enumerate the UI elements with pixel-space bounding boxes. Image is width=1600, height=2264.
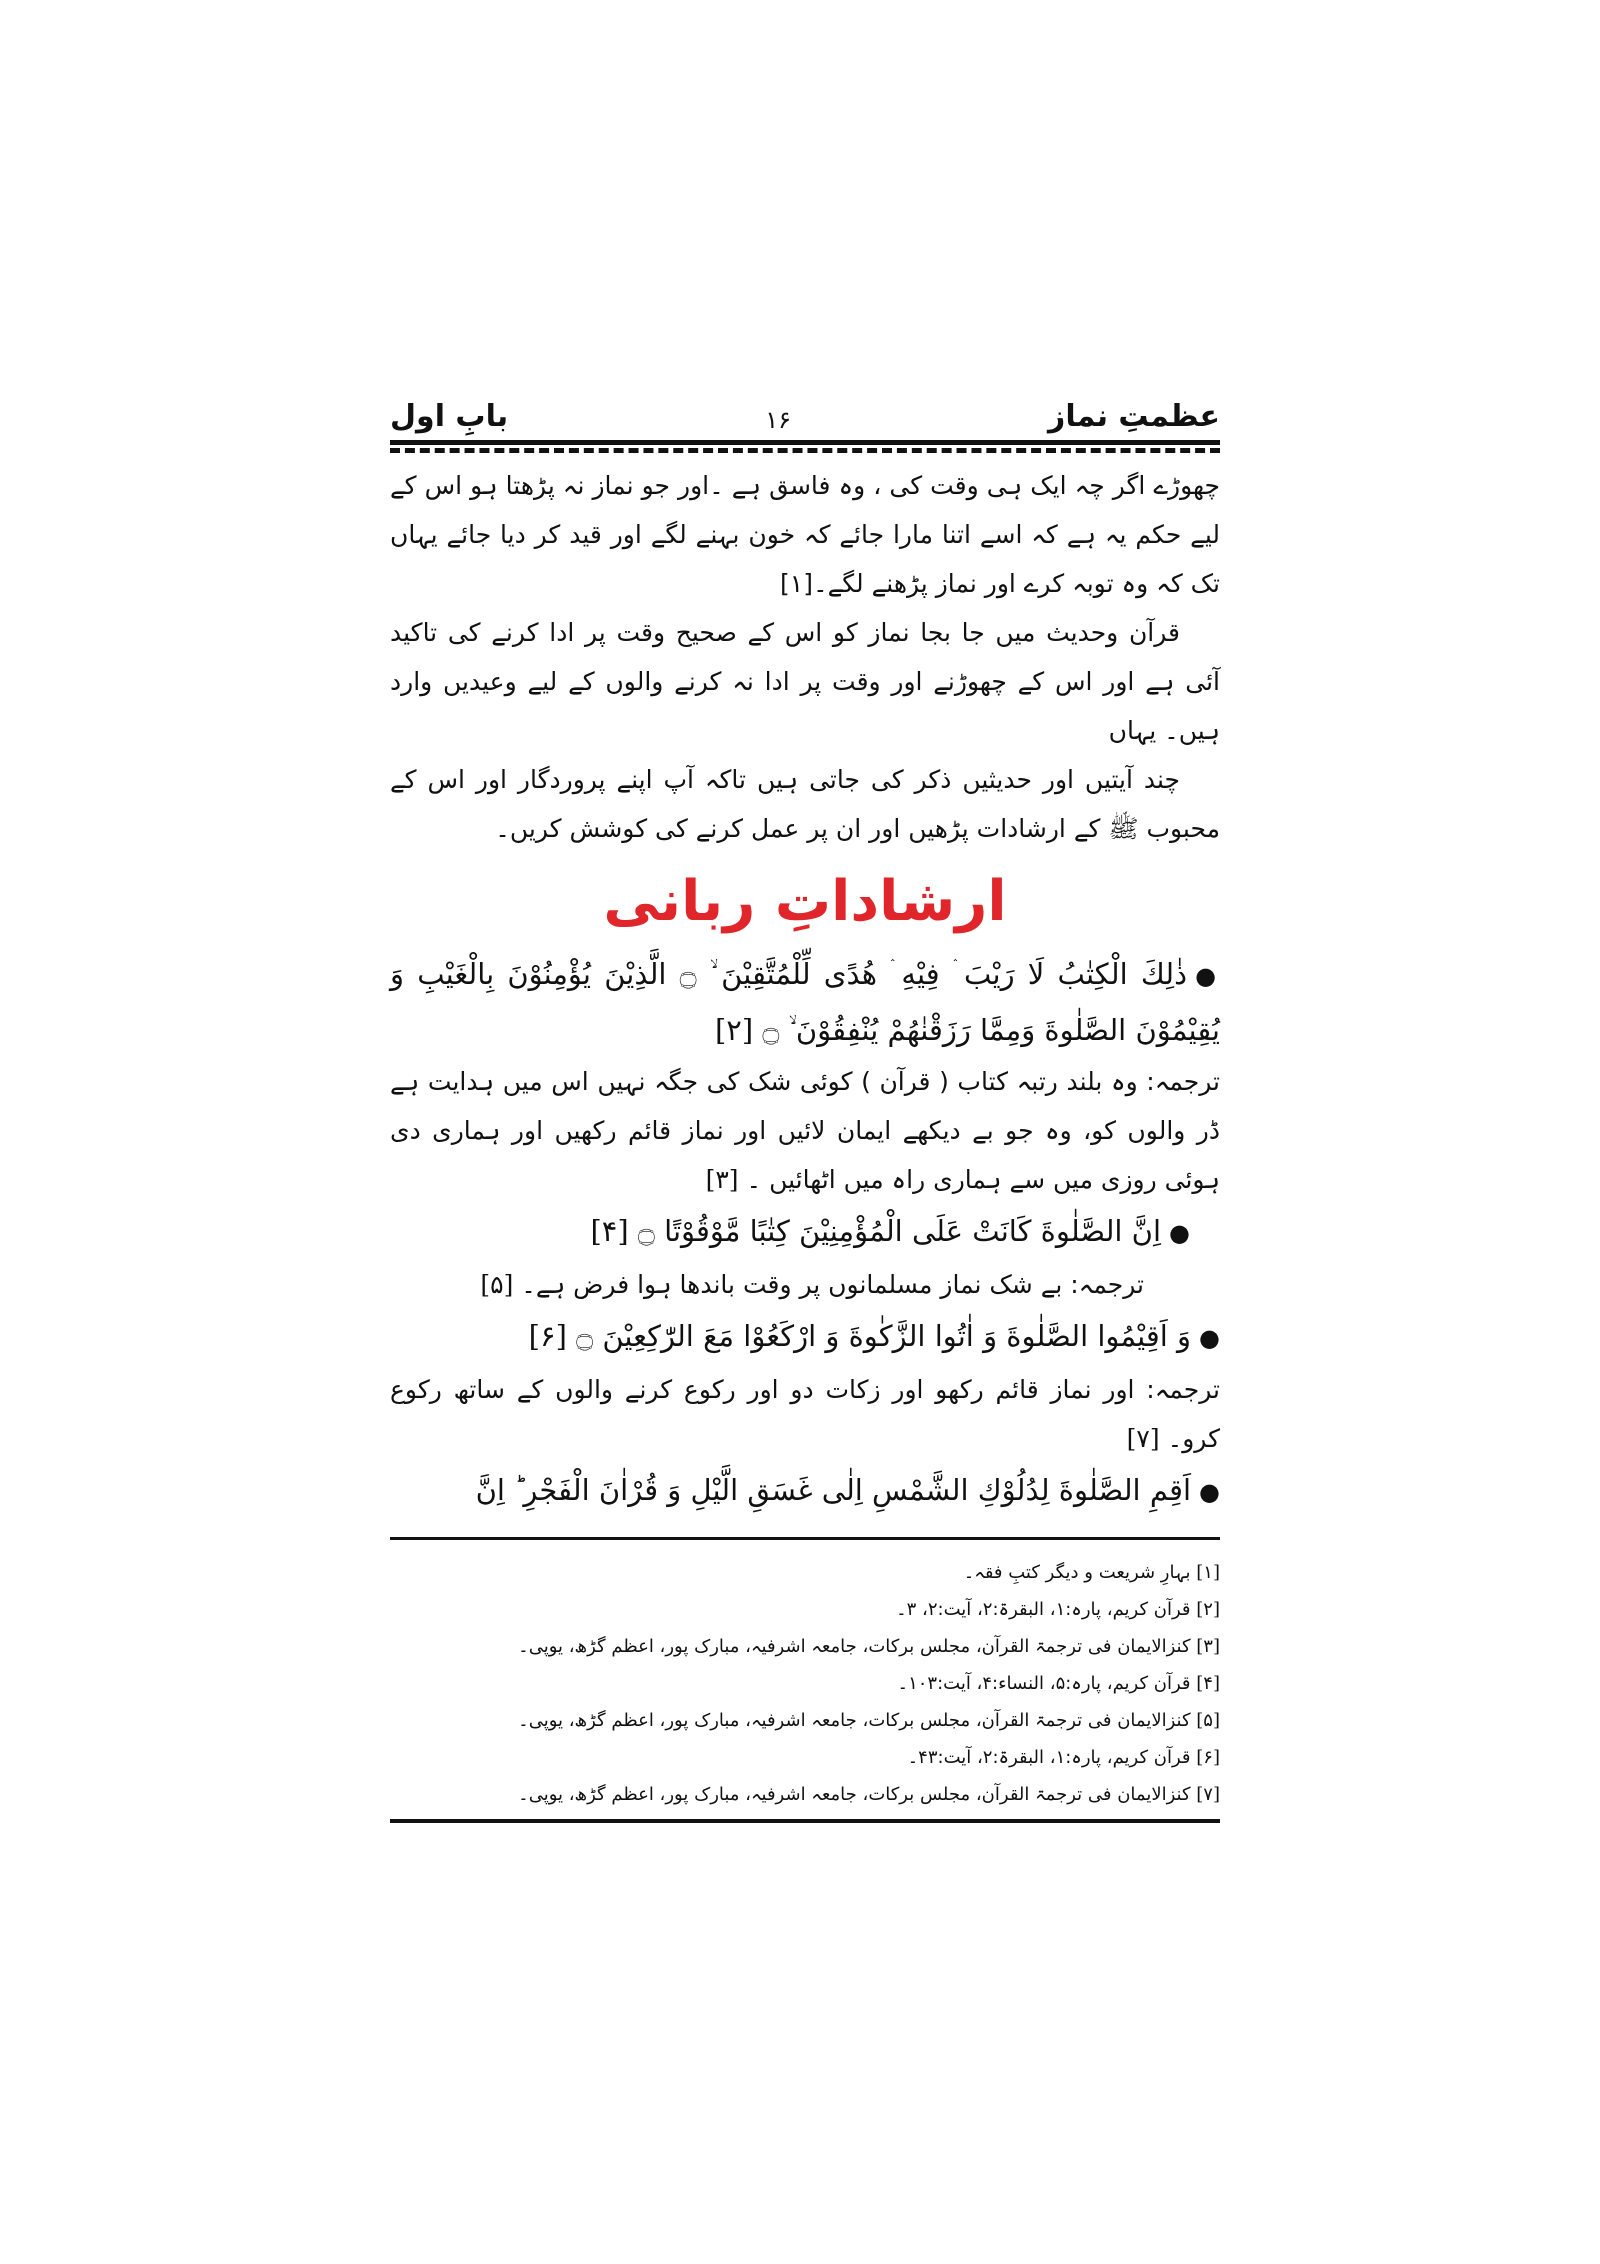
header-dashed-rule xyxy=(390,448,1220,453)
footnote xyxy=(390,1628,1220,1665)
main-text xyxy=(390,461,1220,1519)
verse-translation xyxy=(390,1260,1220,1309)
verse-reference: [۲] xyxy=(714,1013,754,1047)
footnote-text: کنزالایمان فی ترجمۃ القرآن، مجلس برکات، جامعہ اشرفیہ، مبارک پور، اعظم گڑھ، یوپی۔ xyxy=(518,1784,1191,1805)
verse xyxy=(390,1463,1220,1519)
footnote-number: [۵] xyxy=(1196,1710,1220,1731)
verse-arabic: اِنَّ الصَّلٰوةَ كَانَتْ عَلَى الْمُؤْمِنِيْنَ كِتٰبًا مَّوْقُوْتًا ۝ xyxy=(637,1214,1162,1248)
verse-translation xyxy=(390,1057,1220,1204)
footnote-number: [۱] xyxy=(1196,1562,1220,1583)
footnote xyxy=(390,1554,1220,1591)
header-rule xyxy=(390,440,1220,445)
book-title: عظمتِ نماز xyxy=(1048,399,1220,434)
footnote-text: بہارِ شریعت و دیگر کتبِ فقہ۔ xyxy=(963,1562,1191,1583)
translation-reference: [۷] xyxy=(1126,1424,1160,1453)
footnote xyxy=(390,1665,1220,1702)
bullet-icon: ● xyxy=(1199,1478,1220,1506)
bottom-rule xyxy=(390,1819,1220,1823)
verse-reference: [۶] xyxy=(528,1319,567,1353)
translation-reference: [۳] xyxy=(705,1165,739,1194)
footnote-number: [۳] xyxy=(1196,1636,1220,1657)
verse-arabic: اَقِمِ الصَّلٰوةَ لِدُلُوْكِ الشَّمْسِ اِلٰى غَسَقِ الَّيْلِ وَ قُرْاٰنَ الْفَجْرِ ؕ اِنَّ xyxy=(475,1473,1192,1507)
verse xyxy=(390,947,1220,1057)
footnote-text: قرآن کریم، پارہ:۱، البقرۃ:۲، آیت:۴۳۔ xyxy=(907,1747,1191,1768)
footnote-text: کنزالایمان فی ترجمۃ القرآن، مجلس برکات، جامعہ اشرفیہ، مبارک پور، اعظم گڑھ، یوپی۔ xyxy=(518,1710,1191,1731)
verse-arabic: وَ اَقِيْمُوا الصَّلٰوةَ وَ اٰتُوا الزَّكٰوةَ وَ ارْكَعُوْا مَعَ الرّٰكِعِيْنَ ۝ xyxy=(576,1319,1192,1353)
bullet-icon: ● xyxy=(1195,962,1220,990)
running-header xyxy=(390,390,1220,434)
bullet-icon: ● xyxy=(1199,1324,1220,1352)
verse-arabic: ذٰلِكَ الْكِتٰبُ لَا رَيْبَ ۛ فِيْهِ ۛ هُدًى لِّلْمُتَّقِيْنَ ۙ ۝ الَّذِيْنَ يُؤْمِنُوْنَ بِالْغَيْبِ وَ يُقِيْمُوْنَ الصَّلٰوةَ وَمِمَّا رَزَقْنٰهُمْ يُنْفِقُوْنَ ۙ ۝ xyxy=(390,957,1220,1047)
footnotes xyxy=(390,1537,1220,1813)
bullet-icon: ● xyxy=(1169,1219,1190,1247)
footnote-text: قرآن کریم، پارہ:۱، البقرۃ:۲، آیت:۲، ۳۔ xyxy=(896,1599,1191,1620)
footnote xyxy=(390,1591,1220,1628)
translation-reference: [۵] xyxy=(480,1270,514,1299)
footnote-text: قرآن کریم، پارہ:۵، النساء:۴، آیت:۱۰۳۔ xyxy=(897,1673,1191,1694)
section-heading: ارشاداتِ ربانی xyxy=(603,869,1007,934)
intro-paragraph: چھوڑے اگر چہ ایک ہی وقت کی ، وہ فاسق ہے ۔اور جو نماز نہ پڑھتا ہو اس کے لیے حکم یہ ہے کہ اسے اتنا مارا جائے کہ خون بہنے لگے اور قید کر دیا جائے یہاں تک کہ وہ توبہ کرے اور نماز پڑھنے لگے۔[۱] xyxy=(390,471,1220,598)
intro-paragraph: چند آیتیں اور حدیثیں ذکر کی جاتی ہیں تاکہ آپ اپنے پروردگار اور اس کے محبوب ﷺ کے ارشادات پڑھیں اور ان پر عمل کرنے کی کوشش کریں۔ xyxy=(390,765,1220,843)
verse-translation xyxy=(390,1365,1220,1463)
translation-text: ترجمہ: وہ بلند رتبہ کتاب ( قرآن ) کوئی شک کی جگہ نہیں اس میں ہدایت ہے ڈر والوں کو، وہ جو بے دیکھے ایمان لائیں اور نماز قائم رکھیں اور ہماری دی ہوئی روزی میں سے ہماری راہ میں اٹھائیں ۔ xyxy=(390,1067,1220,1194)
footnote-number: [۷] xyxy=(1196,1784,1220,1805)
verse-reference: [۴] xyxy=(590,1214,629,1248)
page-number: ۱۶ xyxy=(765,406,791,434)
footnote xyxy=(390,1776,1220,1813)
footnote xyxy=(390,1739,1220,1776)
translation-text: ترجمہ: اور نماز قائم رکھو اور زکات دو اور رکوع کرنے والوں کے ساتھ رکوع کرو۔ xyxy=(390,1375,1220,1453)
chapter-label: بابِ اول xyxy=(390,399,509,434)
footnote-number: [۶] xyxy=(1196,1747,1220,1768)
book-page xyxy=(390,390,1220,1823)
footnote-number: [۴] xyxy=(1196,1673,1220,1694)
translation-text: ترجمہ: بے شک نماز مسلمانوں پر وقت باندھا ہوا فرض ہے۔ xyxy=(521,1270,1144,1299)
footnote-text: کنزالایمان فی ترجمۃ القرآن، مجلس برکات، جامعہ اشرفیہ، مبارک پور، اعظم گڑھ، یوپی۔ xyxy=(518,1636,1191,1657)
verse xyxy=(390,1204,1220,1260)
intro-paragraph: قرآن وحدیث میں جا بجا نماز کو اس کے صحیح وقت پر ادا کرنے کی تاکید آئی ہے اور اس کے چھوڑنے اور وقت پر ادا نہ کرنے والوں کے لیے وعیدیں وارد ہیں۔ یہاں xyxy=(390,618,1220,745)
verse xyxy=(390,1309,1220,1365)
footnote xyxy=(390,1702,1220,1739)
footnote-number: [۲] xyxy=(1196,1599,1220,1620)
